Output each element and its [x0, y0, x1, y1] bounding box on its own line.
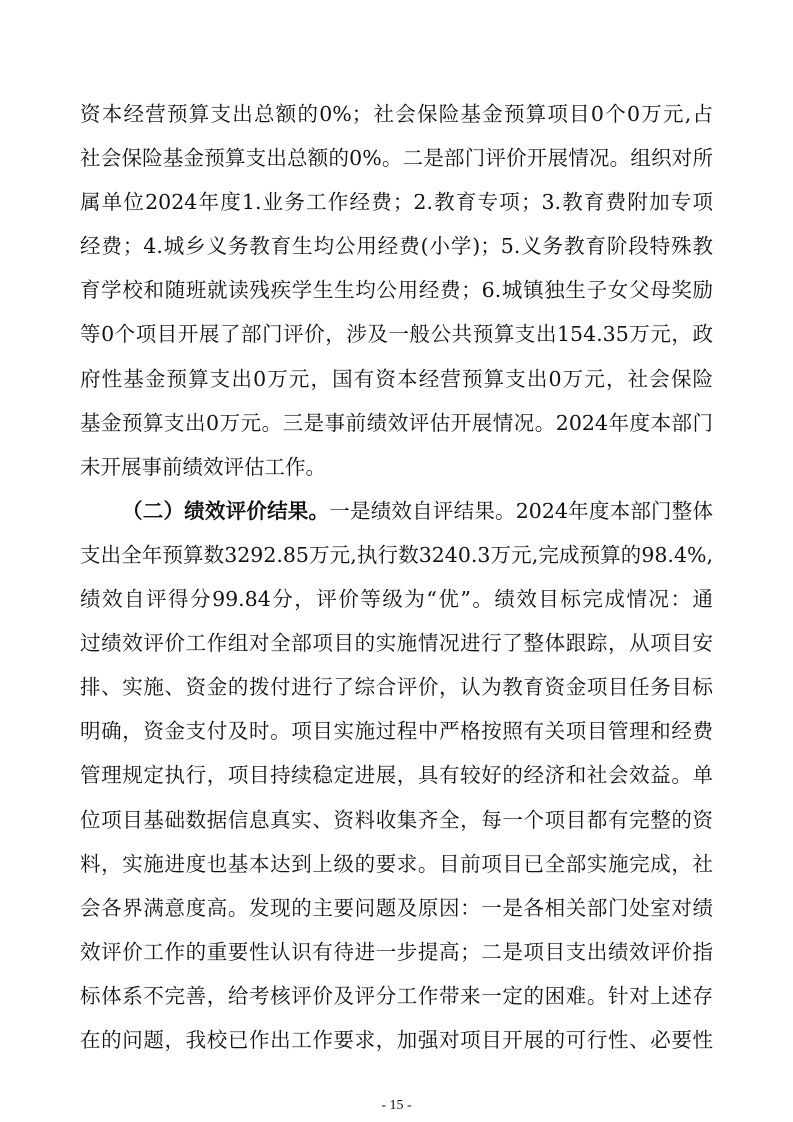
text-line: 基金预算支出0万元。三是事前绩效评估开展情况。2024年度本部门: [80, 410, 713, 435]
text-line: 未开展事前绩效评估工作。: [80, 454, 326, 479]
document-body: [80, 96, 713, 1066]
text-line: 排、实施、资金的拨付进行了综合评价，认为教育资金项目任务目标: [80, 675, 713, 700]
text-line: 资本经营预算支出总额的0%；社会保险基金预算项目0个0万元,占: [80, 102, 713, 126]
text-line: 料，实施进度也基本达到上级的要求。目前项目已全部实施完成，社: [80, 851, 713, 876]
text-line: 在的问题，我校已作出工作要求，加强对项目开展的可行性、必要性: [80, 1027, 713, 1052]
section-first-line: [80, 493, 713, 537]
section-heading: （二）绩效评价结果。: [122, 498, 330, 523]
text-line: 标体系不完善，给考核评价及评分工作带来一定的困难。针对上述存: [80, 983, 713, 1008]
paragraph-budget-evaluation: [80, 96, 713, 493]
text-line: 管理规定执行，项目持续稳定进展，具有较好的经济和社会效益。单: [80, 763, 713, 788]
paragraph-evaluation-results: [80, 493, 713, 1066]
text-line: 效评价工作的重要性认识有待进一步提高；二是项目支出绩效评价指: [80, 939, 713, 964]
text-line: 经费；4.城乡义务教育生均公用经费(小学)；5.义务教育阶段特殊教: [80, 234, 713, 259]
text-line: 位项目基础数据信息真实、资料收集齐全，每一个项目都有完整的资: [80, 807, 713, 832]
text-line: 府性基金预算支出0万元，国有资本经营预算支出0万元，社会保险: [80, 366, 713, 391]
text-line: 社会保险基金预算支出总额的0%。二是部门评价开展情况。组织对所: [80, 146, 713, 171]
text-line: 会各界满意度高。发现的主要问题及原因：一是各相关部门处室对绩: [80, 895, 713, 920]
text-line: 属单位2024年度1.业务工作经费；2.教育专项；3.教育费附加专项: [80, 190, 713, 215]
text-span: 一是绩效自评结果。2024年度本部门整体: [329, 498, 714, 523]
text-line: 支出全年预算数3292.85万元,执行数3240.3万元,完成预算的98.4%,: [80, 542, 713, 567]
text-line: 明确，资金支付及时。项目实施过程中严格按照有关项目管理和经费: [80, 719, 713, 744]
text-line: 过绩效评价工作组对全部项目的实施情况进行了整体跟踪，从项目安: [80, 631, 713, 656]
text-line: 等0个项目开展了部门评价，涉及一般公共预算支出154.35万元，政: [80, 322, 713, 347]
text-line: 育学校和随班就读残疾学生生均公用经费；6.城镇独生子女父母奖励: [80, 278, 713, 303]
text-line: 绩效自评得分99.84分，评价等级为“优”。绩效目标完成情况：通: [80, 587, 713, 612]
page-number: - 15 -: [381, 1098, 412, 1113]
